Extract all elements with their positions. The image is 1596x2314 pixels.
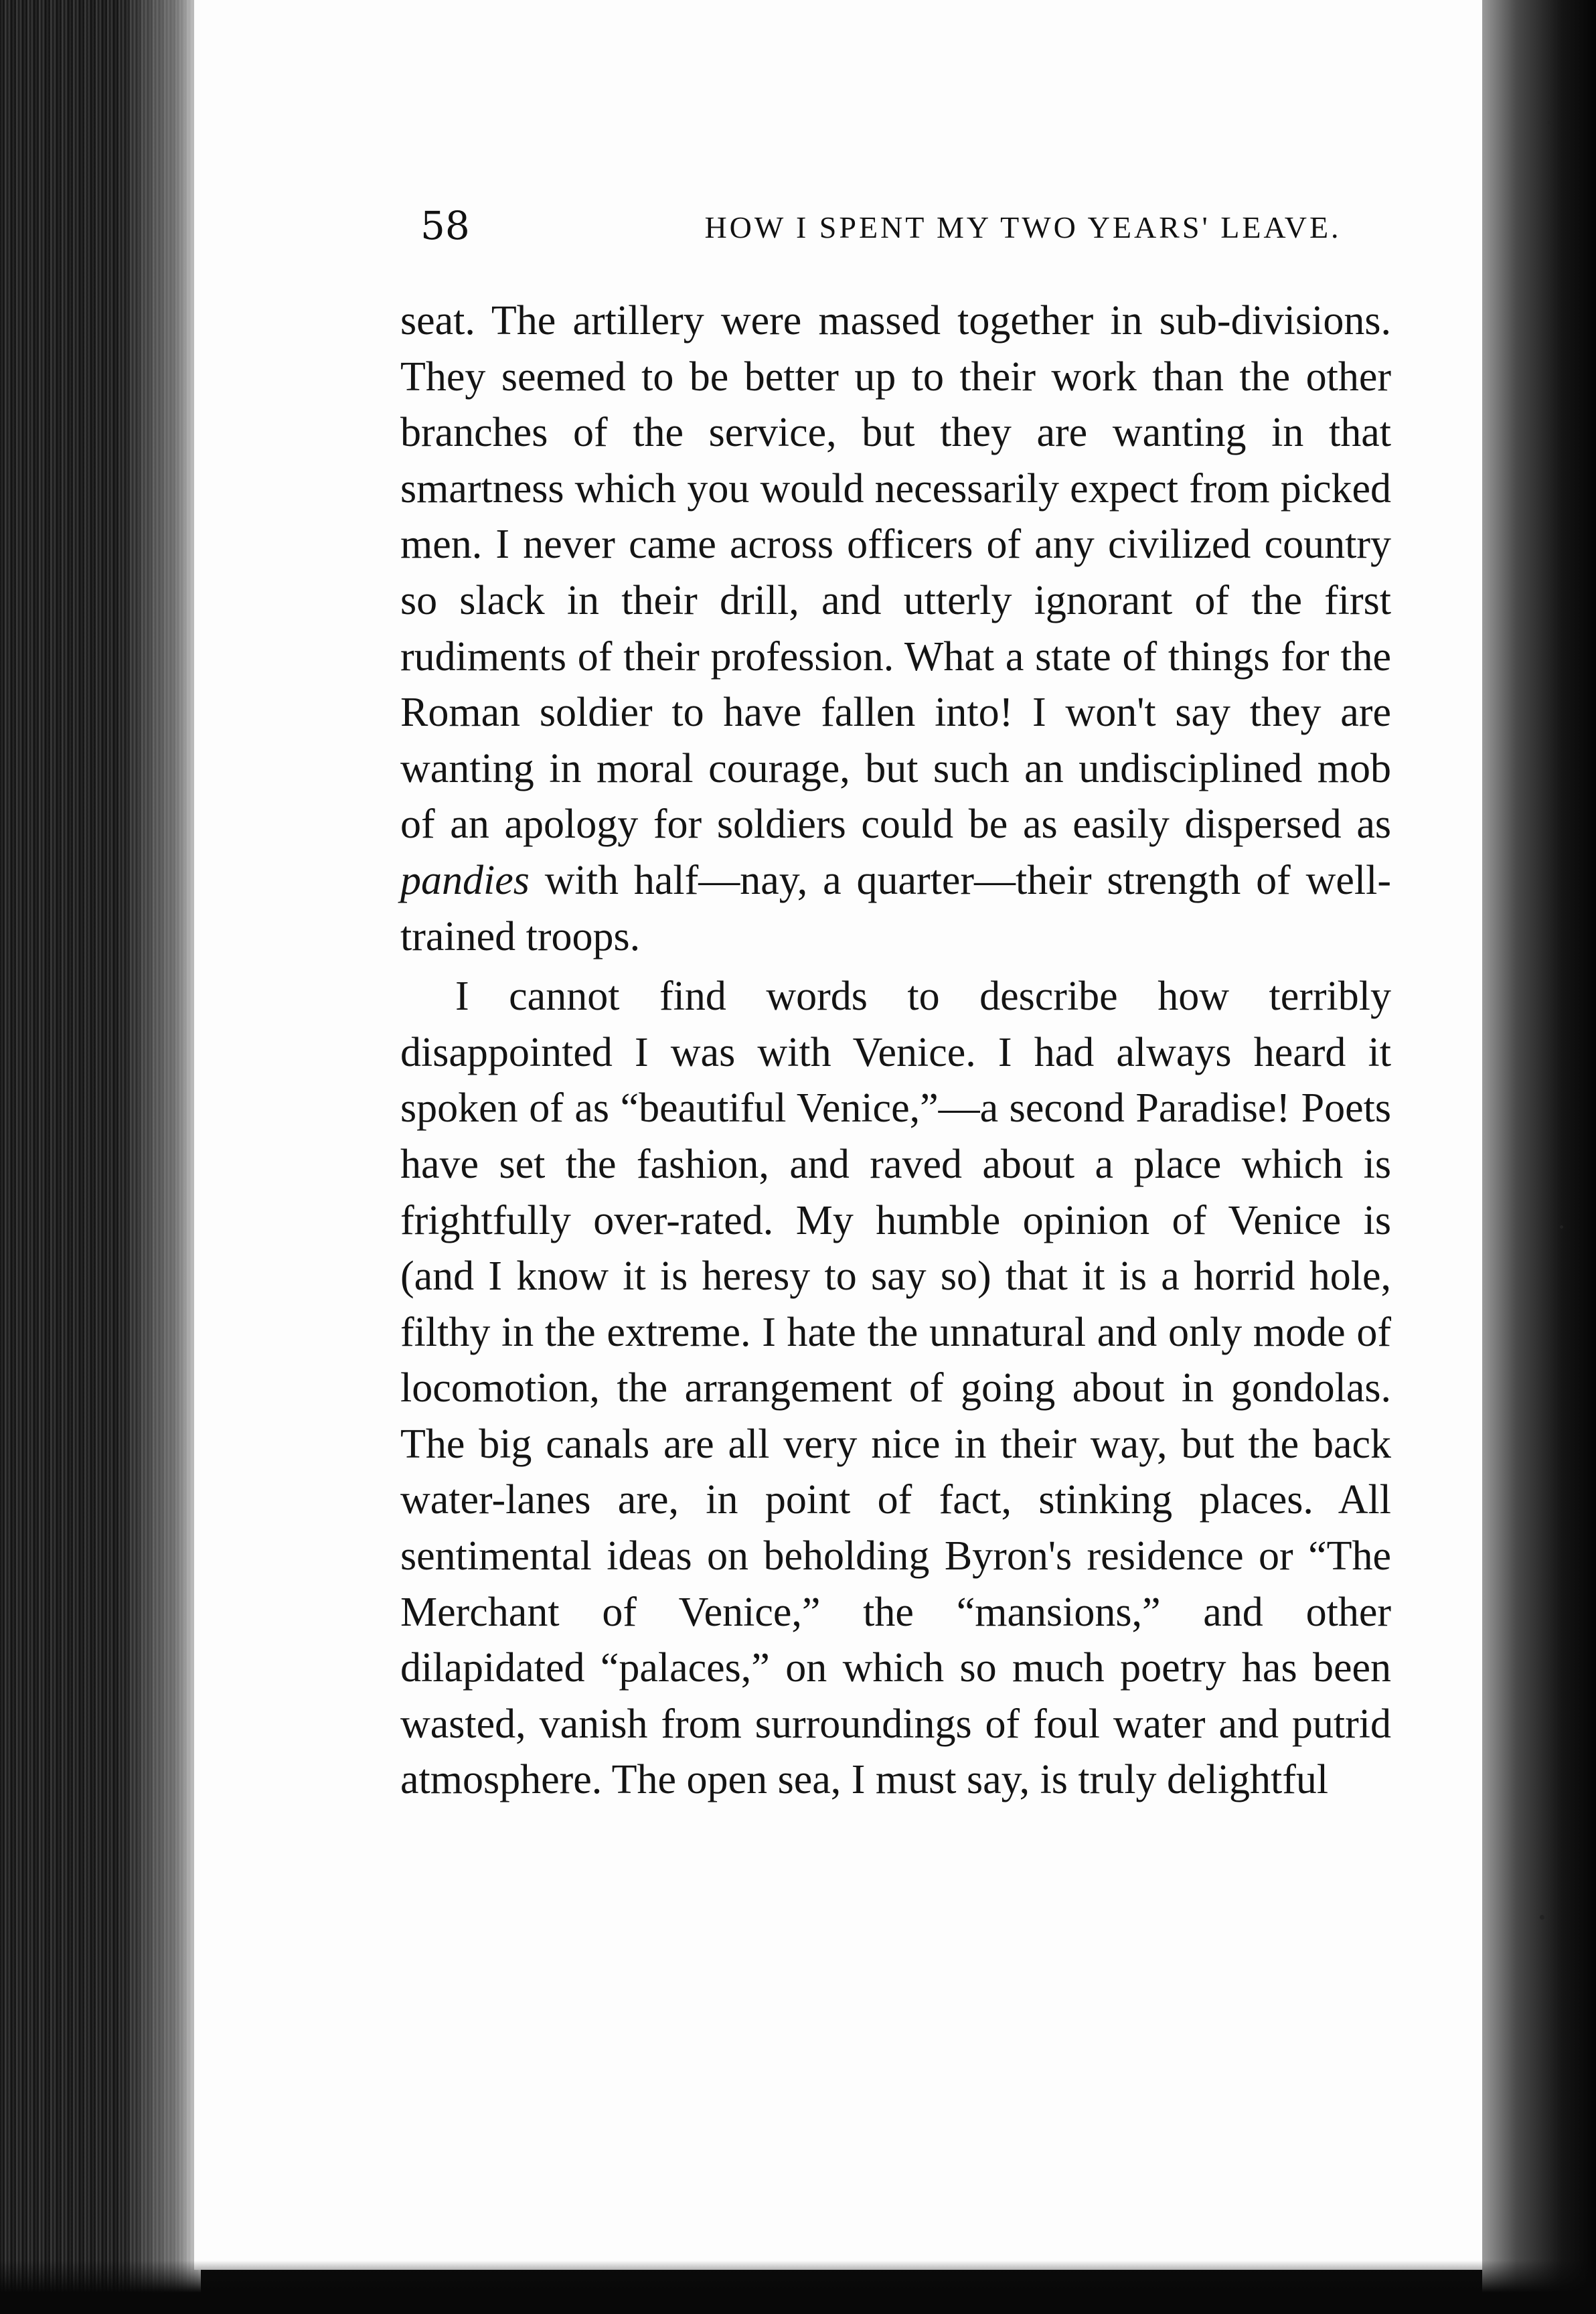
scan-speck	[1548, 121, 1552, 125]
page-number: 58	[420, 203, 470, 248]
scan-speck	[1560, 1225, 1563, 1229]
binding-shadow	[121, 0, 201, 2314]
italic-word: pandies	[400, 857, 530, 903]
running-title: HOW I SPENT MY TWO YEARS' LEAVE.	[704, 210, 1342, 244]
paragraph	[400, 293, 1391, 965]
body-text	[400, 293, 1391, 1808]
bottom-page-edge	[0, 2260, 1596, 2314]
running-head	[420, 196, 1585, 256]
paragraph-text: with half—nay, a quarter—their strength of well-trained troops.	[400, 857, 1391, 959]
paragraph-text: seat. The artillery were massed together in sub-divisions. They seemed to be better up to their work than the other branches of the service, but they are wanting in that smartness which you would necessarily expect from picked men. I never came across officers of any civilized country so slack in their drill, and utterly ignorant of the first rudiments of their profession. What a state of things for the Roman soldier to have fallen into! I won't say they are wanting in moral courage, but such an undisciplined mob of an apology for soldiers could be as easily dispersed as	[400, 298, 1391, 848]
paragraph: I cannot find words to describe how terribly disappointed I was with Venice. I had always heard it spoken of as “beautiful Venice,”—a second Paradise! Poets have set the fashion, and raved about a place which is frightfully over-rated. My humble opinion of Venice is (and I know it is heresy to say so) that it is a horrid hole, filthy in the extreme. I hate the unnatural and only mode of locomotion, the arrangement of going about in gondolas. The big canals are all very nice in their way, but the back water-lanes are, in point of fact, stinking places. All sentimental ideas on beholding Byron's residence or “The Merchant of Venice,” the “mansions,” and other dilapidated “palaces,” on which so much poetry has been wasted, vanish from surroundings of foul water and putrid atmosphere. The open sea, I must say, is truly delightful	[400, 974, 1391, 1803]
scan-speck	[1540, 1915, 1544, 1920]
right-page-edge	[1482, 0, 1596, 2314]
